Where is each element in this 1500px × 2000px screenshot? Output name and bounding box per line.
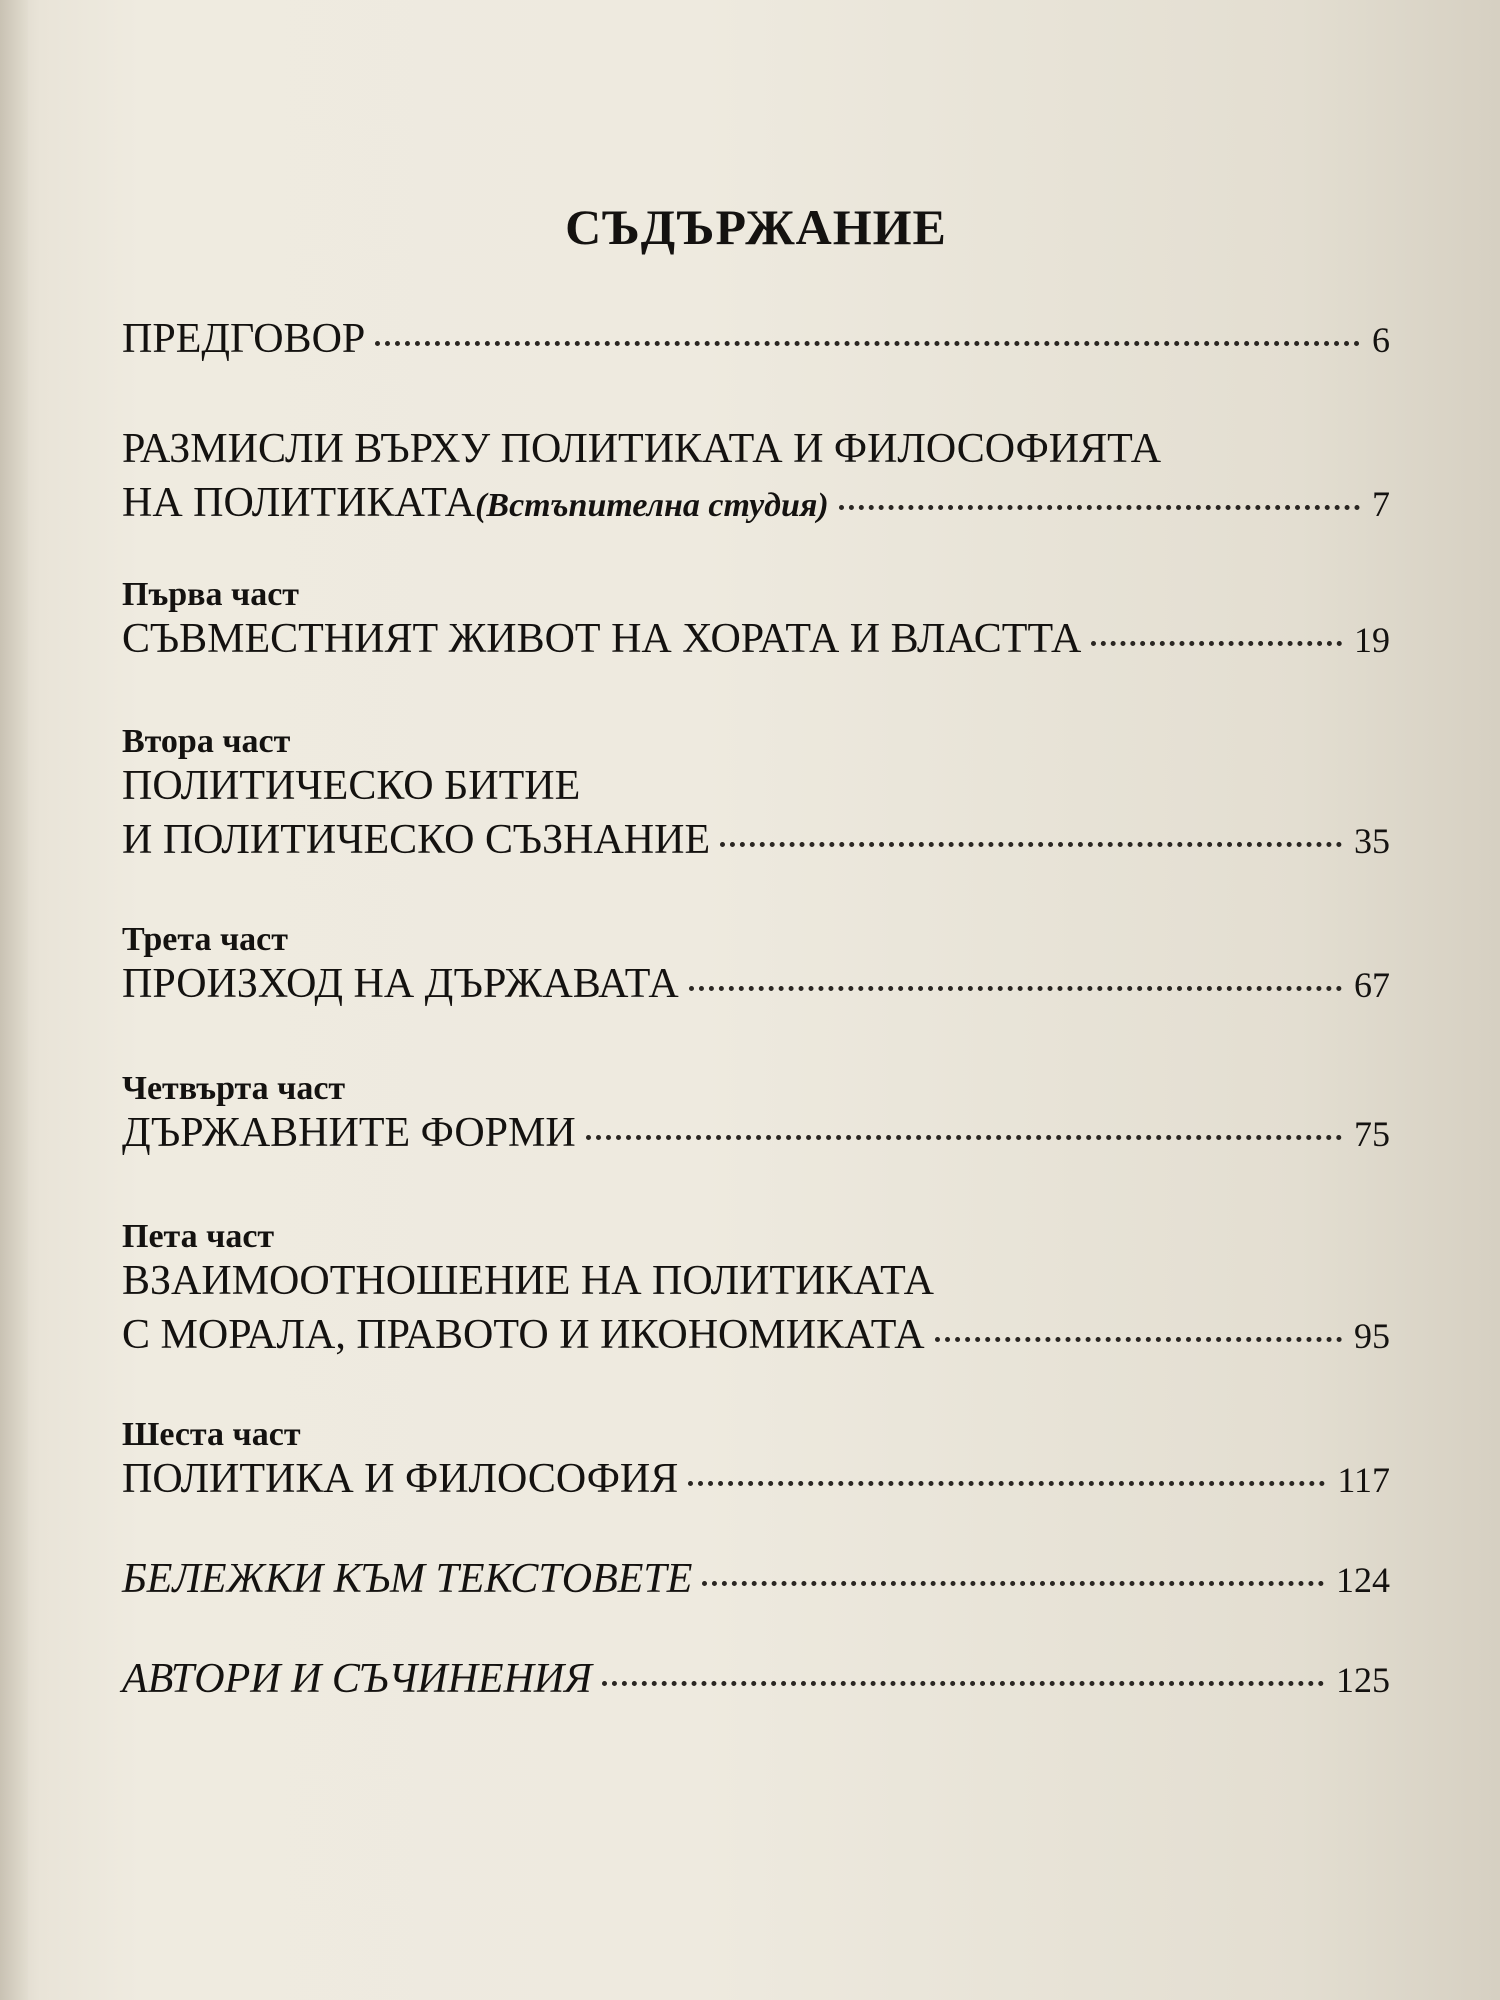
page-edge — [0, 0, 28, 2000]
toc-entry-preface — [122, 318, 1390, 372]
page-number: 75 — [1354, 1114, 1390, 1154]
toc-line — [122, 1458, 1390, 1512]
page-number: 19 — [1354, 620, 1390, 660]
entry-title: АВТОРИ И СЪЧИНЕНИЯ — [122, 1656, 592, 1702]
toc-line — [122, 1658, 1390, 1712]
entry-title: БЕЛЕЖКИ КЪМ ТЕКСТОВЕТЕ — [122, 1556, 693, 1602]
toc-line — [122, 1558, 1390, 1612]
page-number: 6 — [1372, 320, 1390, 360]
dot-leader — [689, 986, 1342, 991]
dot-leader — [688, 1481, 1325, 1486]
entry-title — [122, 482, 829, 524]
toc-line — [122, 482, 1390, 536]
toc-line — [122, 765, 1390, 819]
dot-leader — [1091, 641, 1342, 646]
dot-leader — [720, 842, 1342, 847]
toc-entry-authors — [122, 1658, 1390, 1712]
entry-title: И ПОЛИТИЧЕСКО СЪЗНАНИЕ — [122, 817, 711, 863]
entry-title: ПОЛИТИЧЕСКО БИТИЕ — [122, 763, 581, 809]
entry-title-main: НА ПОЛИТИКАТА — [122, 480, 476, 526]
table-of-contents — [122, 0, 1390, 2000]
entry-title: РАЗМИСЛИ ВЪРХУ ПОЛИТИКАТА И ФИЛОСОФИЯТА — [122, 426, 1162, 472]
part-label: Втора част — [122, 723, 291, 760]
part-label: Четвърта част — [122, 1070, 346, 1107]
page-number: 125 — [1336, 1660, 1390, 1700]
entry-title: ПРОИЗХОД НА ДЪРЖАВАТА — [122, 961, 679, 1007]
page-number: 67 — [1354, 965, 1390, 1005]
toc-title: СЪДЪРЖАНИЕ — [565, 199, 947, 255]
dot-leader — [702, 1581, 1324, 1586]
entry-title: СЪВМЕСТНИЯТ ЖИВОТ НА ХОРАТА И ВЛАСТТА — [122, 616, 1082, 662]
part-label: Първа част — [122, 576, 300, 613]
dot-leader — [935, 1337, 1342, 1342]
toc-line — [122, 1112, 1390, 1166]
toc-line — [122, 618, 1390, 672]
entry-title: ПОЛИТИКА И ФИЛОСОФИЯ — [122, 1456, 679, 1502]
page-number: 7 — [1372, 484, 1390, 524]
toc-entry-part-2 — [122, 725, 1390, 873]
entry-title: С МОРАЛА, ПРАВОТО И ИКОНОМИКАТА — [122, 1312, 925, 1358]
toc-entry-introduction — [122, 428, 1390, 536]
toc-entry-notes — [122, 1558, 1390, 1612]
toc-entry-part-6 — [122, 1418, 1390, 1512]
entry-title: ДЪРЖАВНИТЕ ФОРМИ — [122, 1110, 576, 1156]
dot-leader — [839, 505, 1360, 510]
entry-title: ПРЕДГОВОР — [122, 316, 366, 362]
part-label: Шеста част — [122, 1416, 301, 1453]
toc-line — [122, 819, 1390, 873]
toc-line — [122, 428, 1390, 482]
entry-subtitle: (Встъпителна студия) — [475, 487, 829, 524]
dot-leader — [586, 1135, 1342, 1140]
part-label: Пета част — [122, 1218, 275, 1255]
toc-line — [122, 1260, 1390, 1314]
toc-entry-part-5 — [122, 1220, 1390, 1368]
toc-entry-part-4 — [122, 1072, 1390, 1166]
toc-line — [122, 963, 1390, 1017]
entry-title: ВЗАИМООТНОШЕНИЕ НА ПОЛИТИКАТА — [122, 1258, 934, 1304]
part-label: Трета част — [122, 921, 288, 958]
page-number: 35 — [1354, 821, 1390, 861]
toc-line — [122, 318, 1390, 372]
page-number: 95 — [1354, 1316, 1390, 1356]
dot-leader — [602, 1681, 1324, 1686]
toc-entry-part-1 — [122, 578, 1390, 672]
toc-line — [122, 1314, 1390, 1368]
page-number: 117 — [1337, 1460, 1390, 1500]
toc-entry-part-3 — [122, 923, 1390, 1017]
page-number: 124 — [1336, 1560, 1390, 1600]
dot-leader — [375, 341, 1360, 346]
